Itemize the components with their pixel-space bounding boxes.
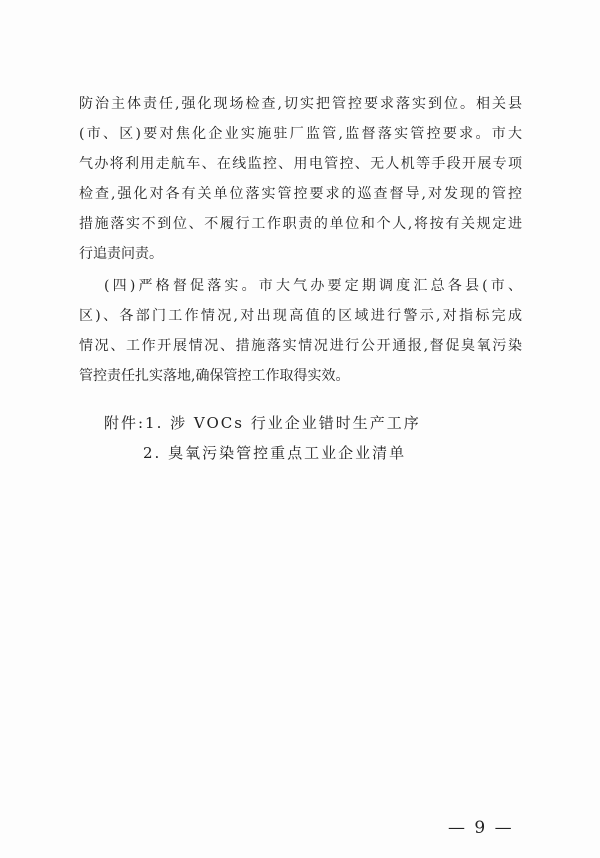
- attachment-1: 附件:1. 涉 VOCs 行业企业错时生产工序: [104, 414, 421, 432]
- paragraph-2-line: 管控责任扎实落地,确保管控工作取得实效。: [79, 368, 350, 384]
- paragraph-2-heading-line: (四)严格督促落实。市大气办要定期调度汇总各县(市、: [104, 278, 522, 294]
- paragraph-1-line: 防治主体责任,强化现场检查,切实把管控要求落实到位。相关县: [79, 96, 522, 112]
- paragraph-2-line: 区)、各部门工作情况,对出现高值的区域进行警示,对指标完成: [79, 308, 522, 324]
- paragraph-1-line: 气办将利用走航车、在线监控、用电管控、无人机等手段开展专项: [79, 156, 522, 172]
- attachment-2: 2. 臭氧污染管控重点工业企业清单: [143, 444, 407, 462]
- paragraph-1-line: 措施落实不到位、不履行工作职责的单位和个人,将按有关规定进: [79, 216, 522, 232]
- paragraph-2-line: 情况、工作开展情况、措施落实情况进行公开通报,督促臭氧污染: [79, 338, 522, 354]
- page-number: — 9 —: [448, 818, 514, 838]
- paragraph-1-line: 行追责问责。: [79, 246, 163, 262]
- paragraph-1-line: 检查,强化对各有关单位落实管控要求的巡查督导,对发现的管控: [79, 186, 522, 202]
- paragraph-1-line: (市、区)要对焦化企业实施驻厂监管,监督落实管控要求。市大: [79, 126, 522, 142]
